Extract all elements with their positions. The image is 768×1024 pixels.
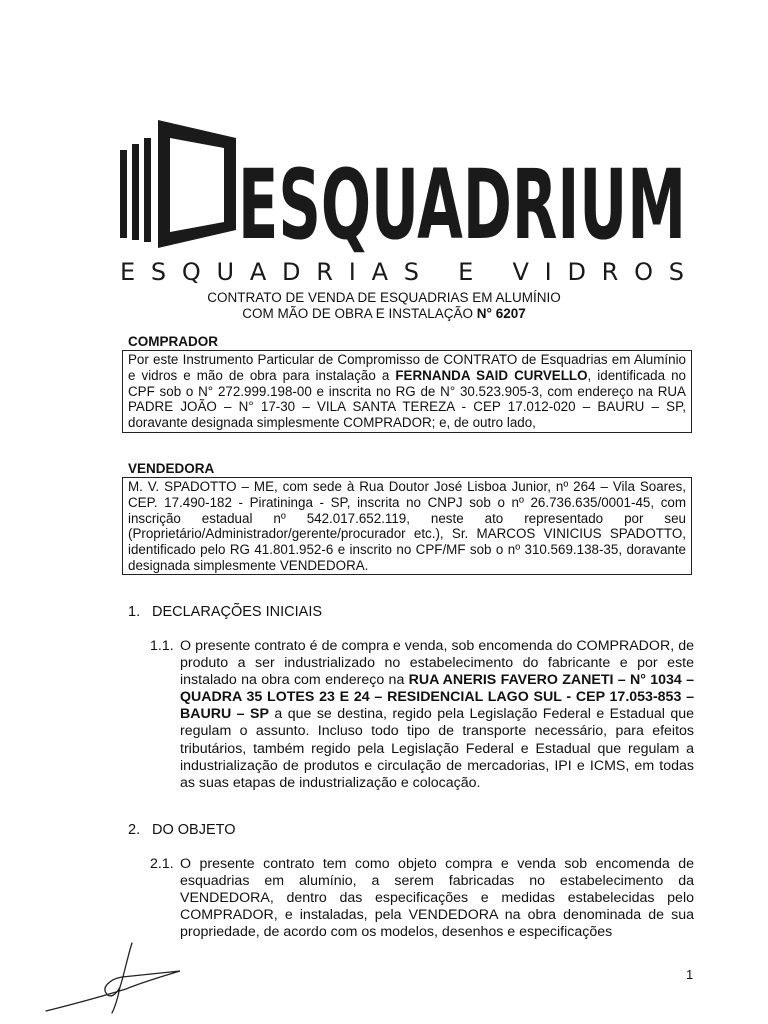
clause-1-1-text-2: a que se destina, regido pela Legislação Federal e Estadual que regulam o assunto. Incluso todo tipo de transporte necessário, para efeitos tributários, também regido pela Legislação Federal e Estadual que regulam a industrialização de produtos e circulação de mercadorias, IPI e ICMS, em todas as suas etapas de industrialização e colocação. bbox=[180, 706, 694, 791]
handwritten-signature bbox=[40, 935, 190, 1015]
clause-2-1 bbox=[150, 856, 694, 941]
clause-1-1-text-1: O presente contrato é de compra e venda, sob encomenda do COMPRADOR, de produto a ser industrializado no estabelecimento do fabricante e por este instalado na obra com endereço na bbox=[180, 638, 694, 689]
vendedora-label: VENDEDORA bbox=[128, 461, 215, 476]
logo-bar bbox=[120, 150, 127, 238]
section-2-title: DO OBJETO bbox=[152, 822, 236, 838]
section-2-heading bbox=[128, 822, 236, 838]
comprador-box bbox=[122, 350, 692, 433]
comprador-label: COMPRADOR bbox=[128, 334, 218, 349]
section-1-title: DECLARAÇÕES INICIAIS bbox=[152, 604, 323, 620]
clause-2-1-text: O presente contrato tem como objeto compra e venda sob encomenda de esquadrias em alumínio, a serem fabricadas no estabelecimento da VENDEDORA, dentro das especificações e medidas estabelecidas pelo COMPRADOR, e instaladas, pela VENDEDORA na obra denominada de sua propriedade, de acordo com os modelos, desenhos e especificações bbox=[180, 856, 694, 941]
logo-bar bbox=[132, 144, 139, 240]
company-logo bbox=[118, 118, 688, 288]
clause-2-1-number: 2.1. bbox=[150, 856, 174, 872]
clause-1-1-number: 1.1. bbox=[150, 638, 174, 654]
contract-number: N° 6207 bbox=[476, 306, 526, 321]
contract-title-line1: CONTRATO DE VENDA DE ESQUADRIAS EM ALUMÍNIO bbox=[207, 290, 561, 305]
comprador-text-2: , identificada no CPF sob o N° 272.999.198-00 e inscrita no RG de N° 30.523.905-3, com endereço na RUA PADRE JOÃO – N° 17-30 – VILA SANTA TEREZA - CEP 17.012-020 – BAURU – SP, doravante designada simplesmente COMPRADOR; e, de outro lado, bbox=[128, 367, 686, 431]
section-2-number: 2. bbox=[128, 822, 141, 838]
logo-brand-text: ESQUADRIUM bbox=[238, 149, 686, 261]
contract-title-line2-prefix: COM MÃO DE OBRA E INSTALAÇÃO bbox=[242, 306, 477, 321]
vendedora-text: M. V. SPADOTTO – ME, com sede à Rua Doutor José Lisboa Junior, nº 264 – Vila Soares, CEP. 17.490-182 - Piratininga - SP, inscrita no CNPJ sob o nº 26.736.635/0001-45, com inscrição estadual nº 542.017.652.119, neste ato representado por seu (Proprietário/Administrador/gerente/procurador etc.), Sr. MARCOS VINICIUS SPADOTTO, identificado pelo RG 41.801.952-6 e inscrito no CPF/MF sob o nº 310.569.138-35, doravante designada simplesmente VENDEDORA. bbox=[128, 479, 686, 573]
section-1-heading bbox=[128, 604, 322, 620]
section-1-number: 1. bbox=[128, 604, 141, 620]
logo-window-shape bbox=[158, 120, 236, 248]
vendedora-box bbox=[122, 477, 692, 575]
page-number: 1 bbox=[686, 967, 694, 982]
contract-title-line2 bbox=[0, 306, 768, 322]
clause-1-1 bbox=[150, 638, 694, 792]
clause-1-1-text bbox=[180, 638, 694, 792]
clause-1-1-address: RUA ANERIS FAVERO ZANETI – N° 1034 – QUADRA 35 LOTES 23 E 24 – RESIDENCIAL LAGO SUL - CEP 17.053-853 – BAURU – SP bbox=[180, 672, 694, 723]
logo-bar bbox=[144, 138, 151, 242]
logo-tagline-text: ESQUADRIAS E VIDROS bbox=[120, 258, 684, 286]
comprador-text-1: Por este Instrumento Particular de Compromisso de CONTRATO de Esquadrias em Alumínio e vidros e mão de obra para instalação a bbox=[128, 352, 686, 383]
comprador-name: FERNANDA SAID CURVELLO bbox=[395, 367, 588, 383]
